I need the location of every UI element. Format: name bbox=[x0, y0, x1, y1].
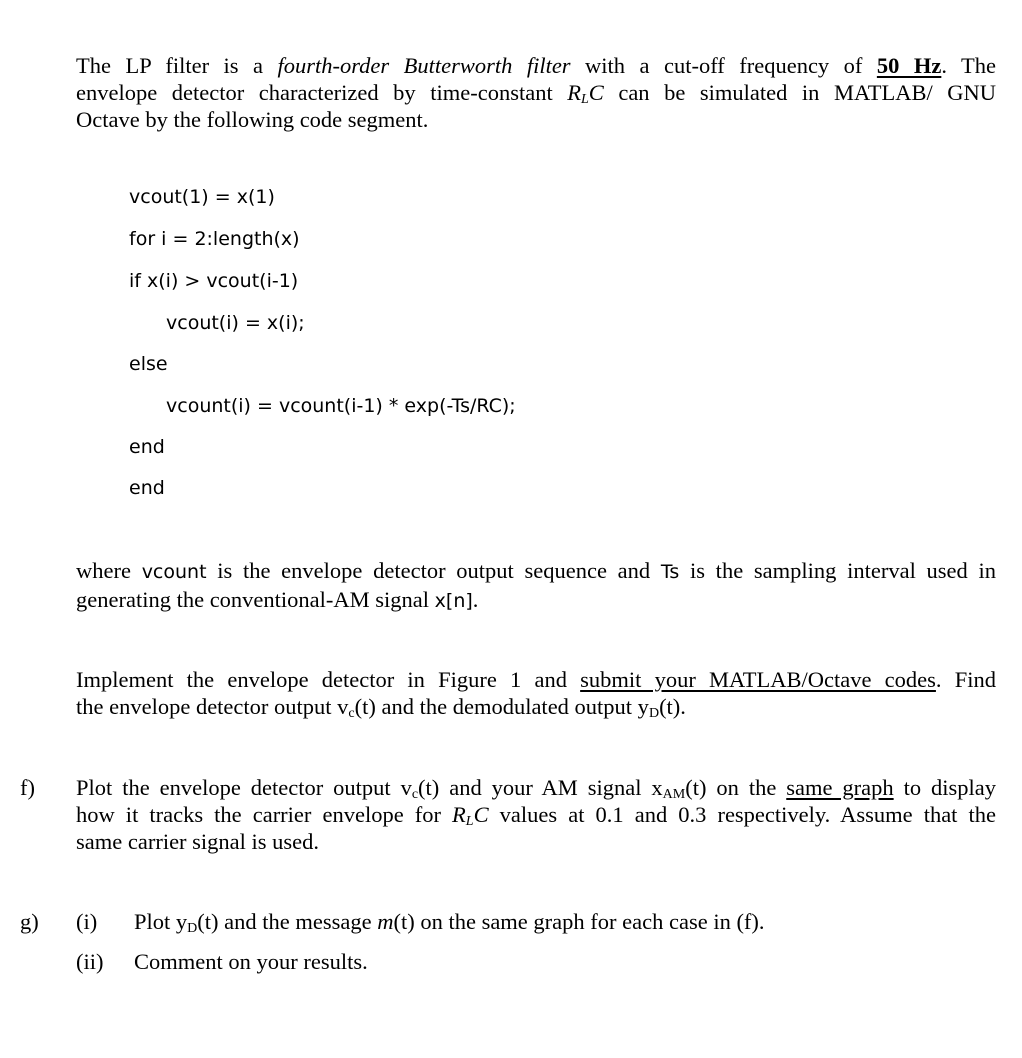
intro-text: can be simulated in MATLAB/ GNU bbox=[603, 80, 996, 105]
symbol-c: C bbox=[473, 802, 489, 827]
implement-text: . Find bbox=[935, 667, 997, 692]
part-g-i-label: (i) bbox=[76, 909, 98, 934]
code-line-3: if x(i) > vcout(i-1) bbox=[129, 270, 299, 292]
part-f-text: (t) on the bbox=[685, 775, 787, 800]
code-line-1: vcout(1) = x(1) bbox=[129, 186, 275, 208]
var-vcount: vcount bbox=[141, 561, 207, 583]
where-text: is the envelope detector output sequence and bbox=[206, 558, 661, 583]
intro-text: The LP filter is a bbox=[76, 53, 278, 78]
where-text: is the sampling interval used in bbox=[679, 558, 996, 583]
implement-text: (t). bbox=[659, 694, 686, 719]
subscript-d: D bbox=[648, 706, 660, 721]
symbol-m: m bbox=[377, 909, 394, 934]
part-g-ii-label: (ii) bbox=[76, 949, 104, 974]
code-line-8: end bbox=[129, 477, 165, 499]
intro-line-1 bbox=[76, 52, 996, 79]
cutoff-frequency: 50 Hz bbox=[876, 53, 942, 78]
where-text: . bbox=[472, 587, 479, 612]
part-f-text: Plot the envelope detector output v bbox=[76, 775, 412, 800]
symbol-l-sub: L bbox=[465, 814, 474, 829]
part-f-text: to display bbox=[893, 775, 996, 800]
subscript-am: AM bbox=[662, 787, 686, 802]
where-line-2 bbox=[76, 586, 996, 615]
implement-text: the envelope detector output v bbox=[76, 694, 349, 719]
code-line-6: vcount(i) = vcount(i-1) * exp(-Ts/RC); bbox=[166, 395, 516, 417]
part-f-line-1 bbox=[76, 774, 996, 801]
intro-text: with a cut-off frequency of bbox=[570, 53, 877, 78]
part-g-ii-text: Comment on your results. bbox=[134, 949, 368, 974]
subscript-c: c bbox=[411, 787, 419, 802]
code-line-4: vcout(i) = x(i); bbox=[166, 312, 305, 334]
part-g-text: (t) and the message bbox=[197, 909, 378, 934]
var-ts: Ts bbox=[660, 561, 680, 583]
filter-type: fourth-order Butterworth filter bbox=[277, 53, 571, 78]
implement-paragraph bbox=[76, 666, 996, 720]
symbol-r: R bbox=[567, 80, 581, 105]
part-g-text: (t) on the same graph for each case in (f). bbox=[393, 909, 765, 934]
where-line-1 bbox=[76, 557, 996, 586]
part-f-text: (t) and your AM signal x bbox=[418, 775, 663, 800]
code-line-7: end bbox=[129, 436, 165, 458]
intro-line-3: Octave by the following code segment. bbox=[76, 107, 429, 132]
same-graph-text: same graph bbox=[786, 775, 894, 800]
part-g-label: g) bbox=[20, 909, 39, 934]
symbol-l-sub: L bbox=[580, 92, 589, 107]
intro-text: envelope detector characterized by time-constant bbox=[76, 80, 568, 105]
implement-line-1 bbox=[76, 666, 996, 693]
symbol-r: R bbox=[452, 802, 466, 827]
part-f-paragraph bbox=[76, 774, 996, 855]
part-f-label: f) bbox=[20, 775, 35, 800]
implement-line-2 bbox=[76, 693, 996, 720]
where-paragraph bbox=[76, 557, 996, 615]
part-g-text: Plot y bbox=[134, 909, 188, 934]
subscript-d: D bbox=[187, 921, 198, 936]
code-line-2: for i = 2:length(x) bbox=[129, 228, 300, 250]
implement-text: (t) and the demodulated output y bbox=[354, 694, 649, 719]
var-xn: x[n] bbox=[434, 590, 473, 612]
intro-text: . The bbox=[941, 53, 997, 78]
code-line-5: else bbox=[129, 353, 168, 375]
part-f-line-3: same carrier signal is used. bbox=[76, 829, 320, 854]
subscript-c: c bbox=[348, 706, 355, 721]
intro-line-2 bbox=[76, 79, 996, 106]
submit-codes-text: submit your MATLAB/Octave codes bbox=[580, 667, 936, 692]
intro-paragraph bbox=[76, 52, 996, 133]
implement-text: Implement the envelope detector in Figure 1 and bbox=[76, 667, 581, 692]
symbol-c: C bbox=[588, 80, 604, 105]
part-f-line-2 bbox=[76, 801, 996, 828]
part-g-i-text bbox=[134, 908, 765, 935]
part-f-text: how it tracks the carrier envelope for bbox=[76, 802, 453, 827]
part-f-text: values at 0.1 and 0.3 respectively. Assume that the bbox=[488, 802, 996, 827]
where-text: where bbox=[76, 558, 142, 583]
where-text: generating the conventional-AM signal bbox=[76, 587, 435, 612]
